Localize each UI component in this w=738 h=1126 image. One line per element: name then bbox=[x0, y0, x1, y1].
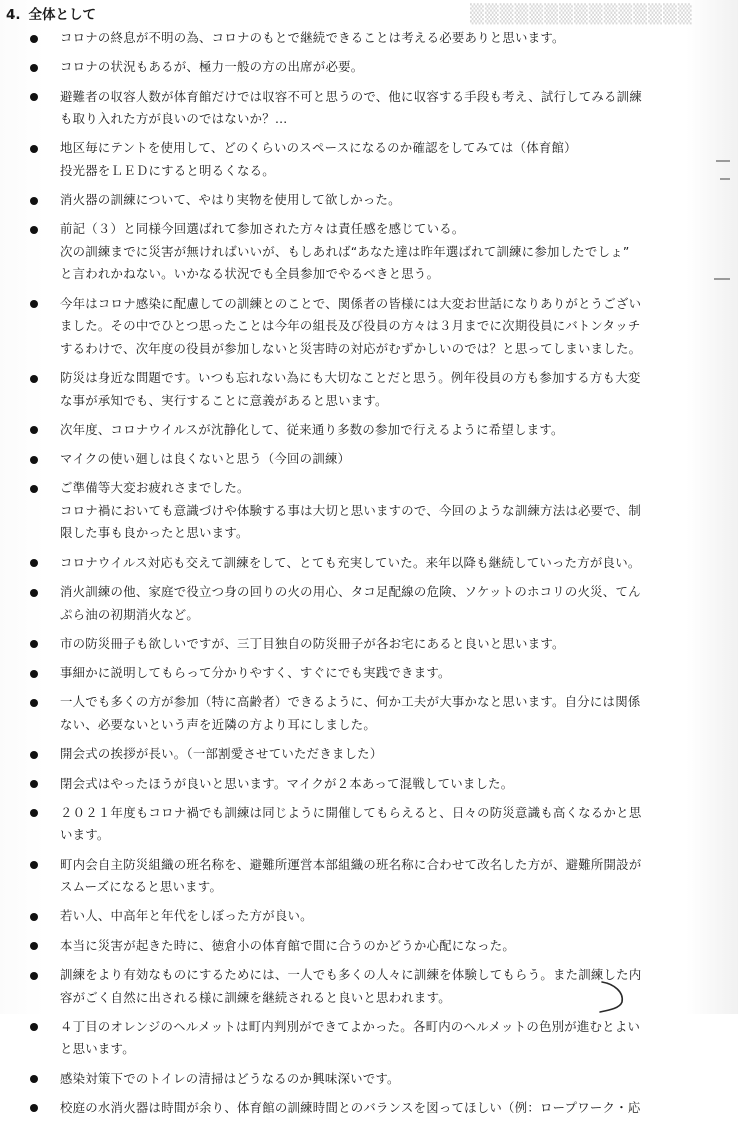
list-item-text: 一人でも多くの方が参加（特に高齢者）できるように、何か工夫が大事かなと思います。自分には関係 bbox=[60, 694, 641, 710]
list-item-text: 開会式の挨拶が長い。（一部割愛させていただきました） bbox=[60, 746, 383, 762]
bullet-icon bbox=[30, 375, 38, 383]
bullet-icon bbox=[30, 861, 38, 869]
list-item-text: 消火訓練の他、家庭で役立つ身の回りの火の用心、タコ足配線の危険、ソケットのホコリの火災、てん bbox=[60, 584, 641, 600]
section-number: 4. bbox=[6, 7, 21, 23]
list-item bbox=[0, 1097, 730, 1120]
bullet-icon bbox=[30, 197, 38, 205]
bullet-icon bbox=[30, 699, 38, 707]
bullet-icon bbox=[30, 751, 38, 759]
list-item-text: コロナの状況もあるが、極力一般の方の出席が必要。 bbox=[60, 59, 364, 75]
list-item bbox=[0, 905, 730, 928]
list-item-text: 次年度、コロナウイルスが沈静化して、従来通り多数の参加で行えるように希望します。 bbox=[60, 421, 564, 437]
bullet-icon bbox=[30, 64, 38, 72]
section-title: 全体として bbox=[28, 7, 97, 23]
list-item-text: ぷら油の初期消火など。 bbox=[60, 606, 200, 622]
list-item-text: するわけで、次年度の役員が参加しないと災害時の対応がむずかしいのでは？と思ってしまいました。 bbox=[60, 340, 642, 356]
bullet-icon bbox=[30, 780, 38, 788]
bullet-icon bbox=[30, 1023, 38, 1031]
list-item-text: います。 bbox=[60, 827, 110, 843]
list-item-text: 前記（３）と同様今回選ばれて参加された方々は責任感を感じている。 bbox=[60, 221, 465, 237]
list-item bbox=[0, 633, 730, 656]
list-item-text: 若い人、中高年と年代をしぼった方が良い。 bbox=[60, 908, 313, 924]
list-item-text: な事が承知でも、実行することに意義があると思います。 bbox=[60, 392, 388, 408]
comment-list bbox=[0, 27, 730, 1126]
list-item-text: 限した事も良かったと思います。 bbox=[60, 525, 249, 541]
list-item-text: コロナ禍においても意識づけや体験する事は大切と思いますので、今回のような訓練方法は必要で、制 bbox=[60, 502, 641, 518]
bleed-through-text: ▒▒▒▒▒▒▒▒▒▒▒▒▒▒▒ bbox=[470, 4, 693, 25]
list-item bbox=[0, 419, 730, 442]
bullet-icon bbox=[30, 1075, 38, 1083]
list-item-text: 避難者の収容人数が体育館だけでは収容不可と思うので、他に収容する手段も考え、試行してみる訓練 bbox=[60, 88, 642, 104]
bullet-icon bbox=[30, 559, 38, 567]
bullet-icon bbox=[30, 809, 38, 817]
handwritten-mark bbox=[596, 978, 636, 1014]
bullet-icon bbox=[30, 913, 38, 921]
list-item bbox=[0, 189, 730, 212]
list-item bbox=[0, 86, 730, 131]
list-item bbox=[0, 477, 730, 545]
list-item-text: 投光器をＬＥＤにすると明るくなる。 bbox=[60, 162, 275, 178]
list-item bbox=[0, 1016, 730, 1061]
list-item-text: ２０２１年度もコロナ禍でも訓練は同じように開催してもらえると、日々の防災意識も高くなるかと思 bbox=[60, 804, 642, 820]
list-item bbox=[0, 367, 730, 412]
list-item-text: マイクの使い廻しは良くないと思う（今回の訓練） bbox=[60, 451, 351, 467]
bullet-icon bbox=[30, 145, 38, 153]
list-item bbox=[0, 448, 730, 471]
list-item-text: 本当に災害が起きた時に、徳倉小の体育館で間に合うのかどうか心配になった。 bbox=[60, 937, 516, 953]
bullet-icon bbox=[30, 640, 38, 648]
list-item-text: と言われかねない。いかなる状況でも全員参加でやるべきと思う。 bbox=[60, 266, 440, 282]
list-item bbox=[0, 1068, 730, 1091]
list-item bbox=[0, 773, 730, 796]
bullet-icon bbox=[30, 456, 38, 464]
list-item-text: 訓練をより有効なものにするためには、一人でも多くの人々に訓練を体験してもらう。また訓練した内 bbox=[60, 967, 642, 983]
list-item bbox=[0, 552, 730, 575]
list-item bbox=[0, 137, 730, 182]
list-item-text: ました。その中でひとつ思ったことは今年の組長及び役員の方々は３月までに次期役員にバトンタッチ bbox=[60, 318, 641, 334]
bullet-icon bbox=[30, 300, 38, 308]
list-item bbox=[0, 293, 730, 361]
list-item bbox=[0, 743, 730, 766]
list-item-text: スムーズになると思います。 bbox=[60, 879, 223, 895]
bullet-icon bbox=[30, 93, 38, 101]
list-item-text: ご準備等大変お疲れさまでした。 bbox=[60, 480, 250, 496]
bullet-icon bbox=[30, 972, 38, 980]
bullet-icon bbox=[30, 1104, 38, 1112]
list-item bbox=[0, 662, 730, 685]
list-item-text: ない、必要ないという声を近隣の方より耳にしました。 bbox=[60, 716, 377, 732]
list-item-text: 校庭の水消火器は時間が余り、体育館の訓練時間とのバランスを図ってほしい（例：ロープワーク・応 bbox=[60, 1099, 641, 1115]
list-item bbox=[0, 854, 730, 899]
section-heading bbox=[6, 6, 96, 24]
list-item-text: コロナウイルス対応も交えて訓練をして、とても充実していた。来年以降も継続していった方が良い。 bbox=[60, 554, 641, 570]
bullet-icon bbox=[30, 670, 38, 678]
bullet-icon bbox=[30, 426, 38, 434]
list-item-text: 今年はコロナ感染に配慮しての訓練とのことで、関係者の皆様には大変お世話になりありがとうござい bbox=[60, 295, 642, 311]
scan-edge-marks bbox=[714, 160, 734, 360]
list-item-text: 次の訓練までに災害が無ければいいが、もしあれば“あなた達は昨年選ばれて訓練に参加したでしょ” bbox=[60, 243, 630, 259]
list-item-text: 消火器の訓練について、やはり実物を使用して欲しかった。 bbox=[60, 192, 401, 208]
bullet-icon bbox=[30, 942, 38, 950]
list-item bbox=[0, 802, 730, 847]
list-item bbox=[0, 56, 730, 79]
list-item-text: 町内会自主防災組織の班名称を、避難所運営本部組織の班名称に合わせて改名した方が、避難所開設が bbox=[60, 856, 642, 872]
list-item bbox=[0, 691, 730, 736]
list-item-text: も取り入れた方が良いのではないか？… bbox=[60, 111, 288, 127]
list-item-text: 防災は身近な問題です。いつも忘れない為にも大切なことだと思う。例年役員の方も参加する方も大変 bbox=[60, 370, 641, 386]
list-item bbox=[0, 935, 730, 958]
bullet-icon bbox=[30, 485, 38, 493]
list-item-text: ４丁目のオレンジのヘルメットは町内判別ができてよかった。各町内のヘルメットの色別が進むとよい bbox=[60, 1018, 641, 1034]
bullet-icon bbox=[30, 589, 38, 597]
list-item bbox=[0, 218, 730, 286]
list-item bbox=[0, 581, 730, 626]
list-item-text: 市の防災冊子も欲しいですが、三丁目独自の防災冊子が各お宅にあると良いと思います。 bbox=[60, 635, 565, 651]
list-item-text: と思います。 bbox=[60, 1041, 135, 1057]
list-item-text: 閉会式はやったほうが良いと思います。マイクが２本あって混戦していました。 bbox=[60, 775, 514, 791]
list-item-text: 地区毎にテントを使用して、どのくらいのスペースになるのか確認をしてみては（体育館） bbox=[60, 140, 577, 156]
list-item-text: 容がごく自然に出される様に訓練を継続されると良いと思われます。 bbox=[60, 989, 451, 1005]
list-item bbox=[0, 27, 730, 50]
bullet-icon bbox=[30, 35, 38, 43]
list-item-text: 感染対策下でのトイレの清掃はどうなるのか興味深いです。 bbox=[60, 1070, 400, 1086]
list-item-text: 事細かに説明してもらって分かりやすく、すぐにでも実践できます。 bbox=[60, 665, 451, 681]
list-item-text: コロナの終息が不明の為、コロナのもとで継続できることは考える必要ありと思います。 bbox=[60, 30, 565, 45]
bullet-icon bbox=[30, 226, 38, 234]
